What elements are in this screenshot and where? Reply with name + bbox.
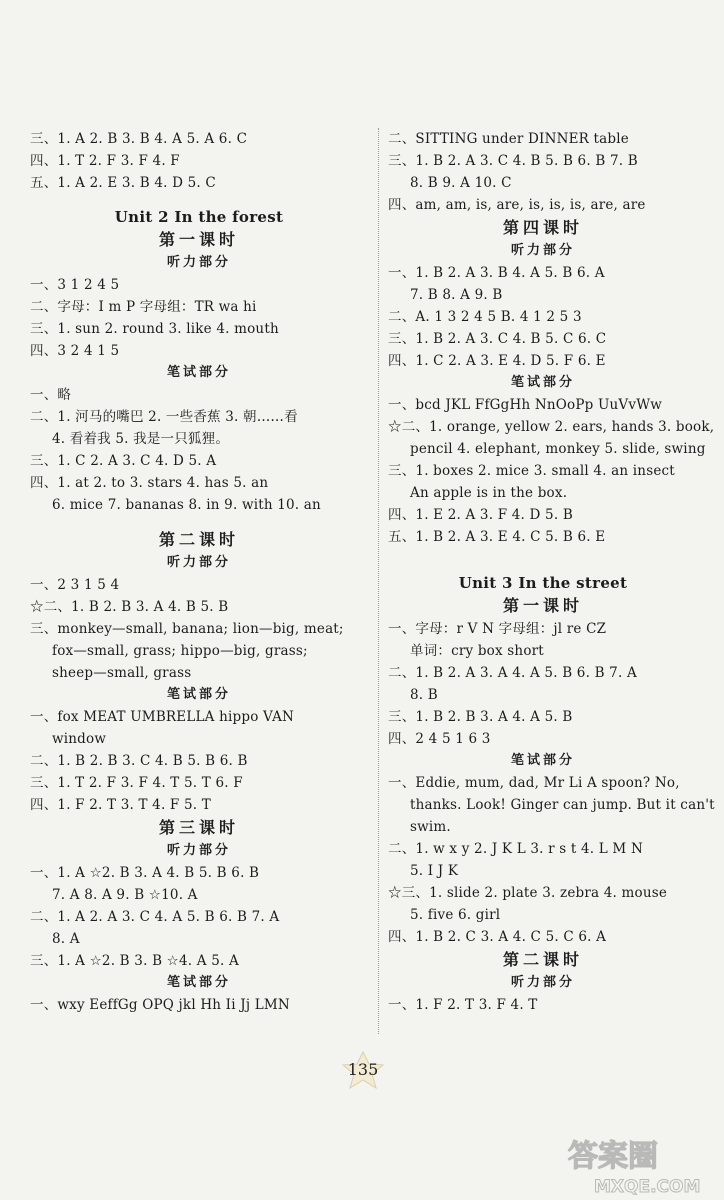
answer-line: 三、monkey—small, banana; lion—big, meat;: [30, 621, 344, 637]
answer-line: 二、1. 河马的嘴巴 2. 一些香蕉 3. 朝……看: [30, 409, 298, 425]
answer-line: 一、1. F 2. T 3. F 4. T: [388, 997, 538, 1013]
section-title: 听力部分: [166, 843, 231, 858]
answer-line: 三、1. C 2. A 3. C 4. D 5. A: [30, 453, 217, 469]
answer-line: 三、1. B 2. B 3. A 4. A 5. B: [388, 709, 573, 725]
answer-line: 四、1. F 2. T 3. T 4. F 5. T: [30, 797, 211, 813]
left-column: [30, 128, 368, 1016]
answer-line: pencil 4. elephant, monkey 5. slide, swing: [410, 441, 706, 457]
answer-line: 二、1. A 2. A 3. C 4. A 5. B 6. B 7. A: [30, 909, 280, 925]
answer-line: ☆二、1. orange, yellow 2. ears, hands 3. book,: [388, 419, 715, 435]
answer-line: 一、1. B 2. A 3. B 4. A 5. B 6. A: [388, 265, 605, 281]
answer-line: 四、2 4 5 1 6 3: [388, 731, 491, 747]
answer-line: 二、1. B 2. A 3. A 4. A 5. B 6. B 7. A: [388, 665, 637, 681]
answer-line: 二、1. w x y 2. J K L 3. r s t 4. L M N: [388, 841, 643, 857]
answer-line: 5. five 6. girl: [410, 907, 501, 923]
answer-line: 三、1. B 2. A 3. C 4. B 5. C 6. C: [388, 331, 607, 347]
lesson-title: 第二课时: [502, 950, 583, 969]
section-title: 笔试部分: [166, 365, 231, 380]
answer-line: 一、wxy EeffGg OPQ jkl Hh Ii Jj LMN: [30, 997, 290, 1013]
answer-line: 一、1. A ☆2. B 3. A 4. B 5. B 6. B: [30, 865, 260, 881]
answer-line: 三、1. A 2. B 3. B 4. A 5. A 6. C: [30, 131, 248, 147]
answer-line: 一、字母：r V N 字母组：jl re CZ: [388, 621, 607, 637]
answer-line: 8. B: [410, 687, 438, 703]
answer-line: 7. A 8. A 9. B ☆10. A: [52, 887, 198, 903]
section-title: 笔试部分: [510, 753, 575, 768]
answer-line: 一、略: [30, 387, 72, 403]
answer-line: 单词：cry box short: [410, 643, 544, 659]
answer-line: 一、3 1 2 4 5: [30, 277, 120, 293]
answer-line: 四、3 2 4 1 5: [30, 343, 120, 359]
lesson-title: 第三课时: [158, 818, 239, 837]
answer-line: 四、1. E 2. A 3. F 4. D 5. B: [388, 507, 573, 523]
answer-line: fox—small, grass; hippo—big, grass;: [52, 643, 308, 659]
section-title: 笔试部分: [510, 375, 575, 390]
watermark-logo-icon: [560, 1130, 720, 1200]
answer-line: 6. mice 7. bananas 8. in 9. with 10. an: [52, 497, 321, 513]
answer-line: 8. A: [52, 931, 80, 947]
answer-line: 三、1. boxes 2. mice 3. small 4. an insect: [388, 463, 675, 479]
answer-line: 一、fox MEAT UMBRELLA hippo VAN: [30, 709, 295, 725]
answer-line: 三、1. B 2. A 3. C 4. B 5. B 6. B 7. B: [388, 153, 638, 169]
answer-line: 4. 看着我 5. 我是一只狐狸。: [52, 431, 230, 447]
unit-title: Unit 3 In the street: [458, 574, 628, 592]
answer-line: 五、1. B 2. A 3. E 4. C 5. B 6. E: [388, 529, 606, 545]
answer-line: 一、Eddie, mum, dad, Mr Li A spoon? No,: [388, 775, 680, 791]
answer-line: 一、2 3 1 5 4: [30, 577, 120, 593]
lesson-title: 第四课时: [502, 218, 583, 237]
answer-line: 二、1. B 2. B 3. C 4. B 5. B 6. B: [30, 753, 248, 769]
answer-line: swim.: [410, 819, 451, 835]
section-title: 听力部分: [510, 243, 575, 258]
answer-line: 三、1. A ☆2. B 3. B ☆4. A 5. A: [30, 953, 239, 969]
answer-line: 三、1. T 2. F 3. F 4. T 5. T 6. F: [30, 775, 243, 791]
lesson-title: 第一课时: [502, 596, 583, 615]
section-title: 听力部分: [166, 555, 231, 570]
answer-line: thanks. Look! Ginger can jump. But it can't: [410, 797, 715, 813]
section-title: 笔试部分: [166, 687, 231, 702]
answer-line: 5. I J K: [410, 863, 459, 879]
answer-line: window: [52, 731, 107, 747]
unit-title: Unit 2 In the forest: [114, 208, 284, 226]
answer-line: 四、1. at 2. to 3. stars 4. has 5. an: [30, 475, 269, 491]
answer-line: 三、1. sun 2. round 3. like 4. mouth: [30, 321, 279, 337]
right-column: [388, 128, 715, 1016]
answer-line: 四、1. T 2. F 3. F 4. F: [30, 153, 180, 169]
section-title: 听力部分: [510, 975, 575, 990]
page-number: 135: [347, 1060, 379, 1079]
watermark-text: 答案圈: [568, 1139, 658, 1174]
answer-line: 二、A. 1 3 2 4 5 B. 4 1 2 5 3: [388, 309, 582, 325]
answer-line: ☆三、1. slide 2. plate 3. zebra 4. mouse: [388, 885, 668, 901]
lesson-title: 第一课时: [158, 230, 239, 249]
answer-line: 四、1. B 2. C 3. A 4. C 5. C 6. A: [388, 929, 607, 945]
answer-line: An apple is in the box.: [410, 485, 568, 501]
answer-line: 8. B 9. A 10. C: [410, 175, 512, 191]
answer-line: 一、bcd JKL FfGgHh NnOoPp UuVvWw: [388, 397, 663, 413]
answer-line: 二、字母：I m P 字母组：TR wa hi: [30, 299, 257, 315]
answer-line: 五、1. A 2. E 3. B 4. D 5. C: [30, 175, 216, 191]
answer-line: 7. B 8. A 9. B: [410, 287, 503, 303]
watermark-url: MXQE.COM: [594, 1177, 701, 1197]
section-title: 笔试部分: [166, 975, 231, 990]
answer-line: 四、am, am, is, are, is, is, is, are, are: [388, 197, 646, 213]
lesson-title: 第二课时: [158, 530, 239, 549]
answer-line: ☆二、1. B 2. B 3. A 4. B 5. B: [30, 599, 229, 615]
answer-line: 四、1. C 2. A 3. E 4. D 5. F 6. E: [388, 353, 606, 369]
column-divider: [378, 128, 379, 1034]
answer-line: 二、SITTING under DINNER table: [388, 131, 629, 147]
section-title: 听力部分: [166, 255, 231, 270]
page-number-badge: [335, 1050, 391, 1090]
answer-line: sheep—small, grass: [52, 665, 192, 681]
